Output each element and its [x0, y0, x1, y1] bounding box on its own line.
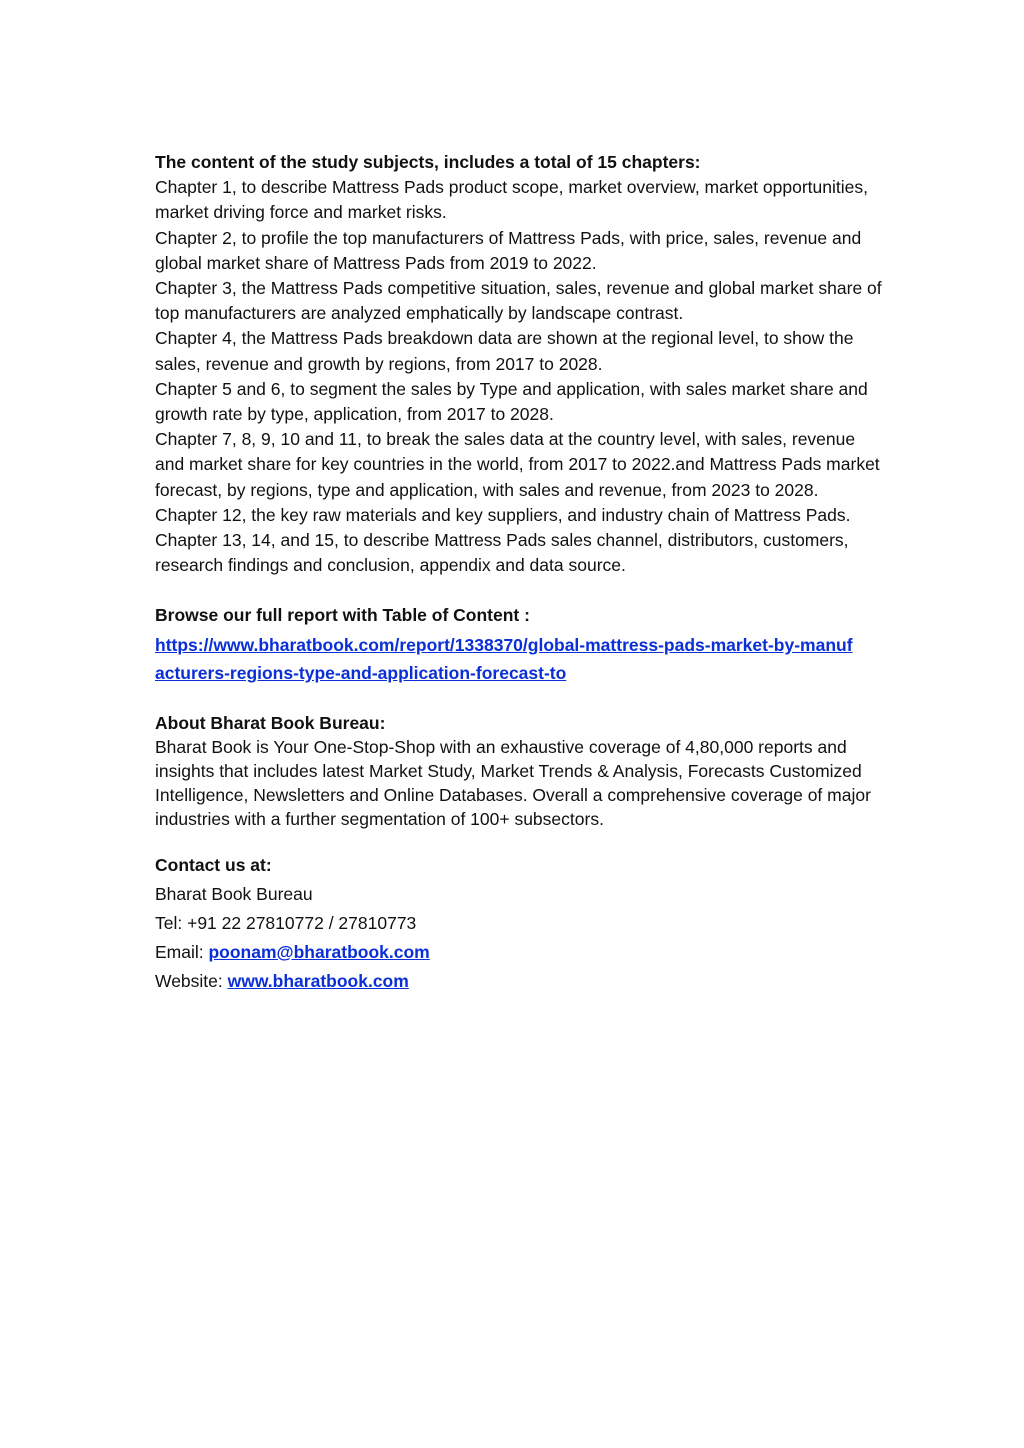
browse-report-label: Browse our full report with Table of Content : [155, 605, 530, 626]
chapter-item: Chapter 13, 14, and 15, to describe Mattress Pads sales channel, distributors, customers, research findings and conclusion, appendix and data source. [155, 530, 849, 576]
chapter-list [155, 175, 885, 578]
about-heading: About Bharat Book Bureau: [155, 712, 386, 733]
chapter-item: Chapter 1, to describe Mattress Pads product scope, market overview, market opportunities, market driving force and market risks. [155, 177, 868, 223]
website-label: Website: [155, 970, 228, 991]
email-label: Email: [155, 941, 209, 962]
chapter-item: Chapter 5 and 6, to segment the sales by Type and application, with sales market share and growth rate by type, application, from 2017 to 2028. [155, 378, 868, 425]
contact-heading: Contact us at: [155, 854, 272, 875]
contact-company: Bharat Book Bureau [155, 883, 313, 904]
document-body [155, 150, 885, 996]
chapter-item: Chapter 12, the key raw materials and key suppliers, and industry chain of Mattress Pads. [155, 504, 851, 525]
study-contents-section [155, 150, 885, 578]
contact-website-row [155, 967, 885, 996]
about-section [155, 711, 885, 831]
contact-tel: Tel: +91 22 27810772 / 27810773 [155, 912, 417, 933]
report-url-link[interactable]: https://www.bharatbook.com/report/1338370/global-mattress-pads-market-by-manufacturers-regions-type-and-application-forecast-to [155, 634, 853, 683]
website-link[interactable]: www.bharatbook.com [227, 970, 409, 991]
contact-section [155, 851, 885, 996]
browse-report-section [155, 603, 885, 686]
study-contents-heading: The content of the study subjects, includes a total of 15 chapters: [155, 152, 701, 172]
chapter-item: Chapter 7, 8, 9, 10 and 11, to break the sales data at the country level, with sales, revenue and market share for key countries in the world, from 2017 to 2022.and Mattress Pads market forecast, by regions, type and application, with sales and revenue, from 2023 to 2028. [155, 429, 880, 500]
about-body: Bharat Book is Your One-Stop-Shop with an exhaustive coverage of 4,80,000 reports and insights that includes latest Market Study, Market Trends & Analysis, Forecasts Customized Intelligence, Newsletters and Online Databases. Overall a comprehensive coverage of major industries with a further segmentation of 100+ subsectors. [155, 736, 871, 829]
chapter-item: Chapter 2, to profile the top manufacturers of Mattress Pads, with price, sales, revenue and global market share of Mattress Pads from 2019 to 2022. [155, 227, 862, 273]
chapter-item: Chapter 4, the Mattress Pads breakdown data are shown at the regional level, to show the sales, revenue and growth by regions, from 2017 to 2028. [155, 328, 854, 374]
contact-email-row [155, 938, 885, 967]
email-link[interactable]: poonam@bharatbook.com [208, 941, 430, 962]
chapter-item: Chapter 3, the Mattress Pads competitive situation, sales, revenue and global market share of top manufacturers are analyzed emphatically by landscape contrast. [155, 278, 882, 324]
